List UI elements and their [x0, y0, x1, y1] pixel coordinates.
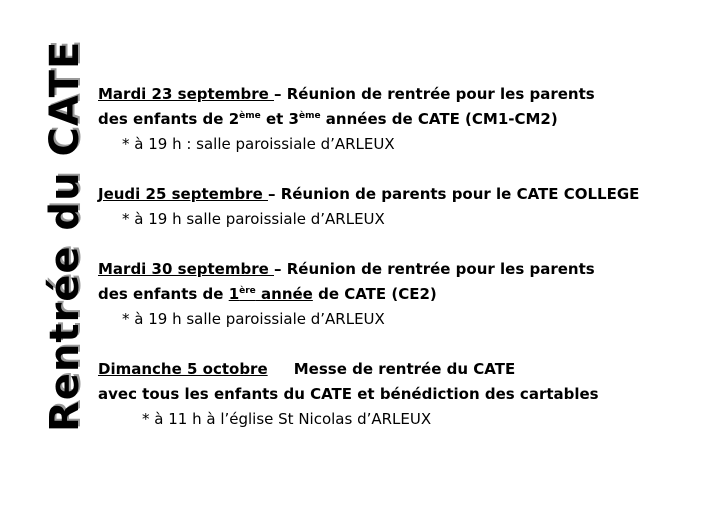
event-3-header	[98, 257, 698, 282]
spacer	[98, 157, 698, 182]
event-4-header	[98, 357, 698, 382]
event-1-audience-c: années de CATE (CM1-CM2)	[320, 110, 558, 128]
event-4-title: Messe de rentrée du CATE	[267, 360, 516, 378]
event-4-audience: avec tous les enfants du CATE et bénédiction des cartables	[98, 385, 599, 403]
event-3-sup: ère	[239, 286, 256, 296]
event-1-sup-1: ème	[239, 111, 261, 121]
spacer	[98, 232, 698, 257]
event-3-title: – Réunion de rentrée pour les parents	[274, 260, 595, 278]
event-1-audience	[98, 107, 698, 132]
event-4-date: Dimanche 5 octobre	[98, 360, 268, 378]
event-1-sup-2: ème	[298, 111, 321, 121]
event-2-title: – Réunion de parents pour le CATE COLLEGE	[267, 185, 640, 203]
event-3-detail: * à 19 h salle paroissiale d’ARLEUX	[122, 310, 385, 328]
event-3-audience-a: des enfants de	[98, 285, 229, 303]
spacer	[98, 332, 698, 357]
events-list	[98, 82, 698, 432]
event-3-grade	[229, 285, 313, 303]
event-3-grade-number: 1	[228, 285, 240, 303]
event-2-date: Jeudi 25 septembre	[98, 185, 268, 203]
event-1-detail: * à 19 h : salle paroissiale d’ARLEUX	[122, 135, 395, 153]
event-1-header	[98, 82, 698, 107]
event-3-audience	[98, 282, 698, 307]
event-2-header	[98, 182, 698, 207]
event-2-detail: * à 19 h salle paroissiale d’ARLEUX	[122, 210, 385, 228]
event-1-audience-b: et 3	[260, 110, 299, 128]
event-1-title: – Réunion de rentrée pour les parents	[274, 85, 595, 103]
side-title: Rentrée du CATE	[42, 40, 88, 432]
event-3-audience-c: de CATE (CE2)	[312, 285, 437, 303]
event-1-date: Mardi 23 septembre	[98, 85, 274, 103]
event-4-detail: * à 11 h à l’église St Nicolas d’ARLEUX	[142, 410, 432, 428]
event-3-grade-word: année	[255, 285, 313, 303]
event-3-date: Mardi 30 septembre	[98, 260, 274, 278]
event-1-audience-a: des enfants de 2	[98, 110, 240, 128]
